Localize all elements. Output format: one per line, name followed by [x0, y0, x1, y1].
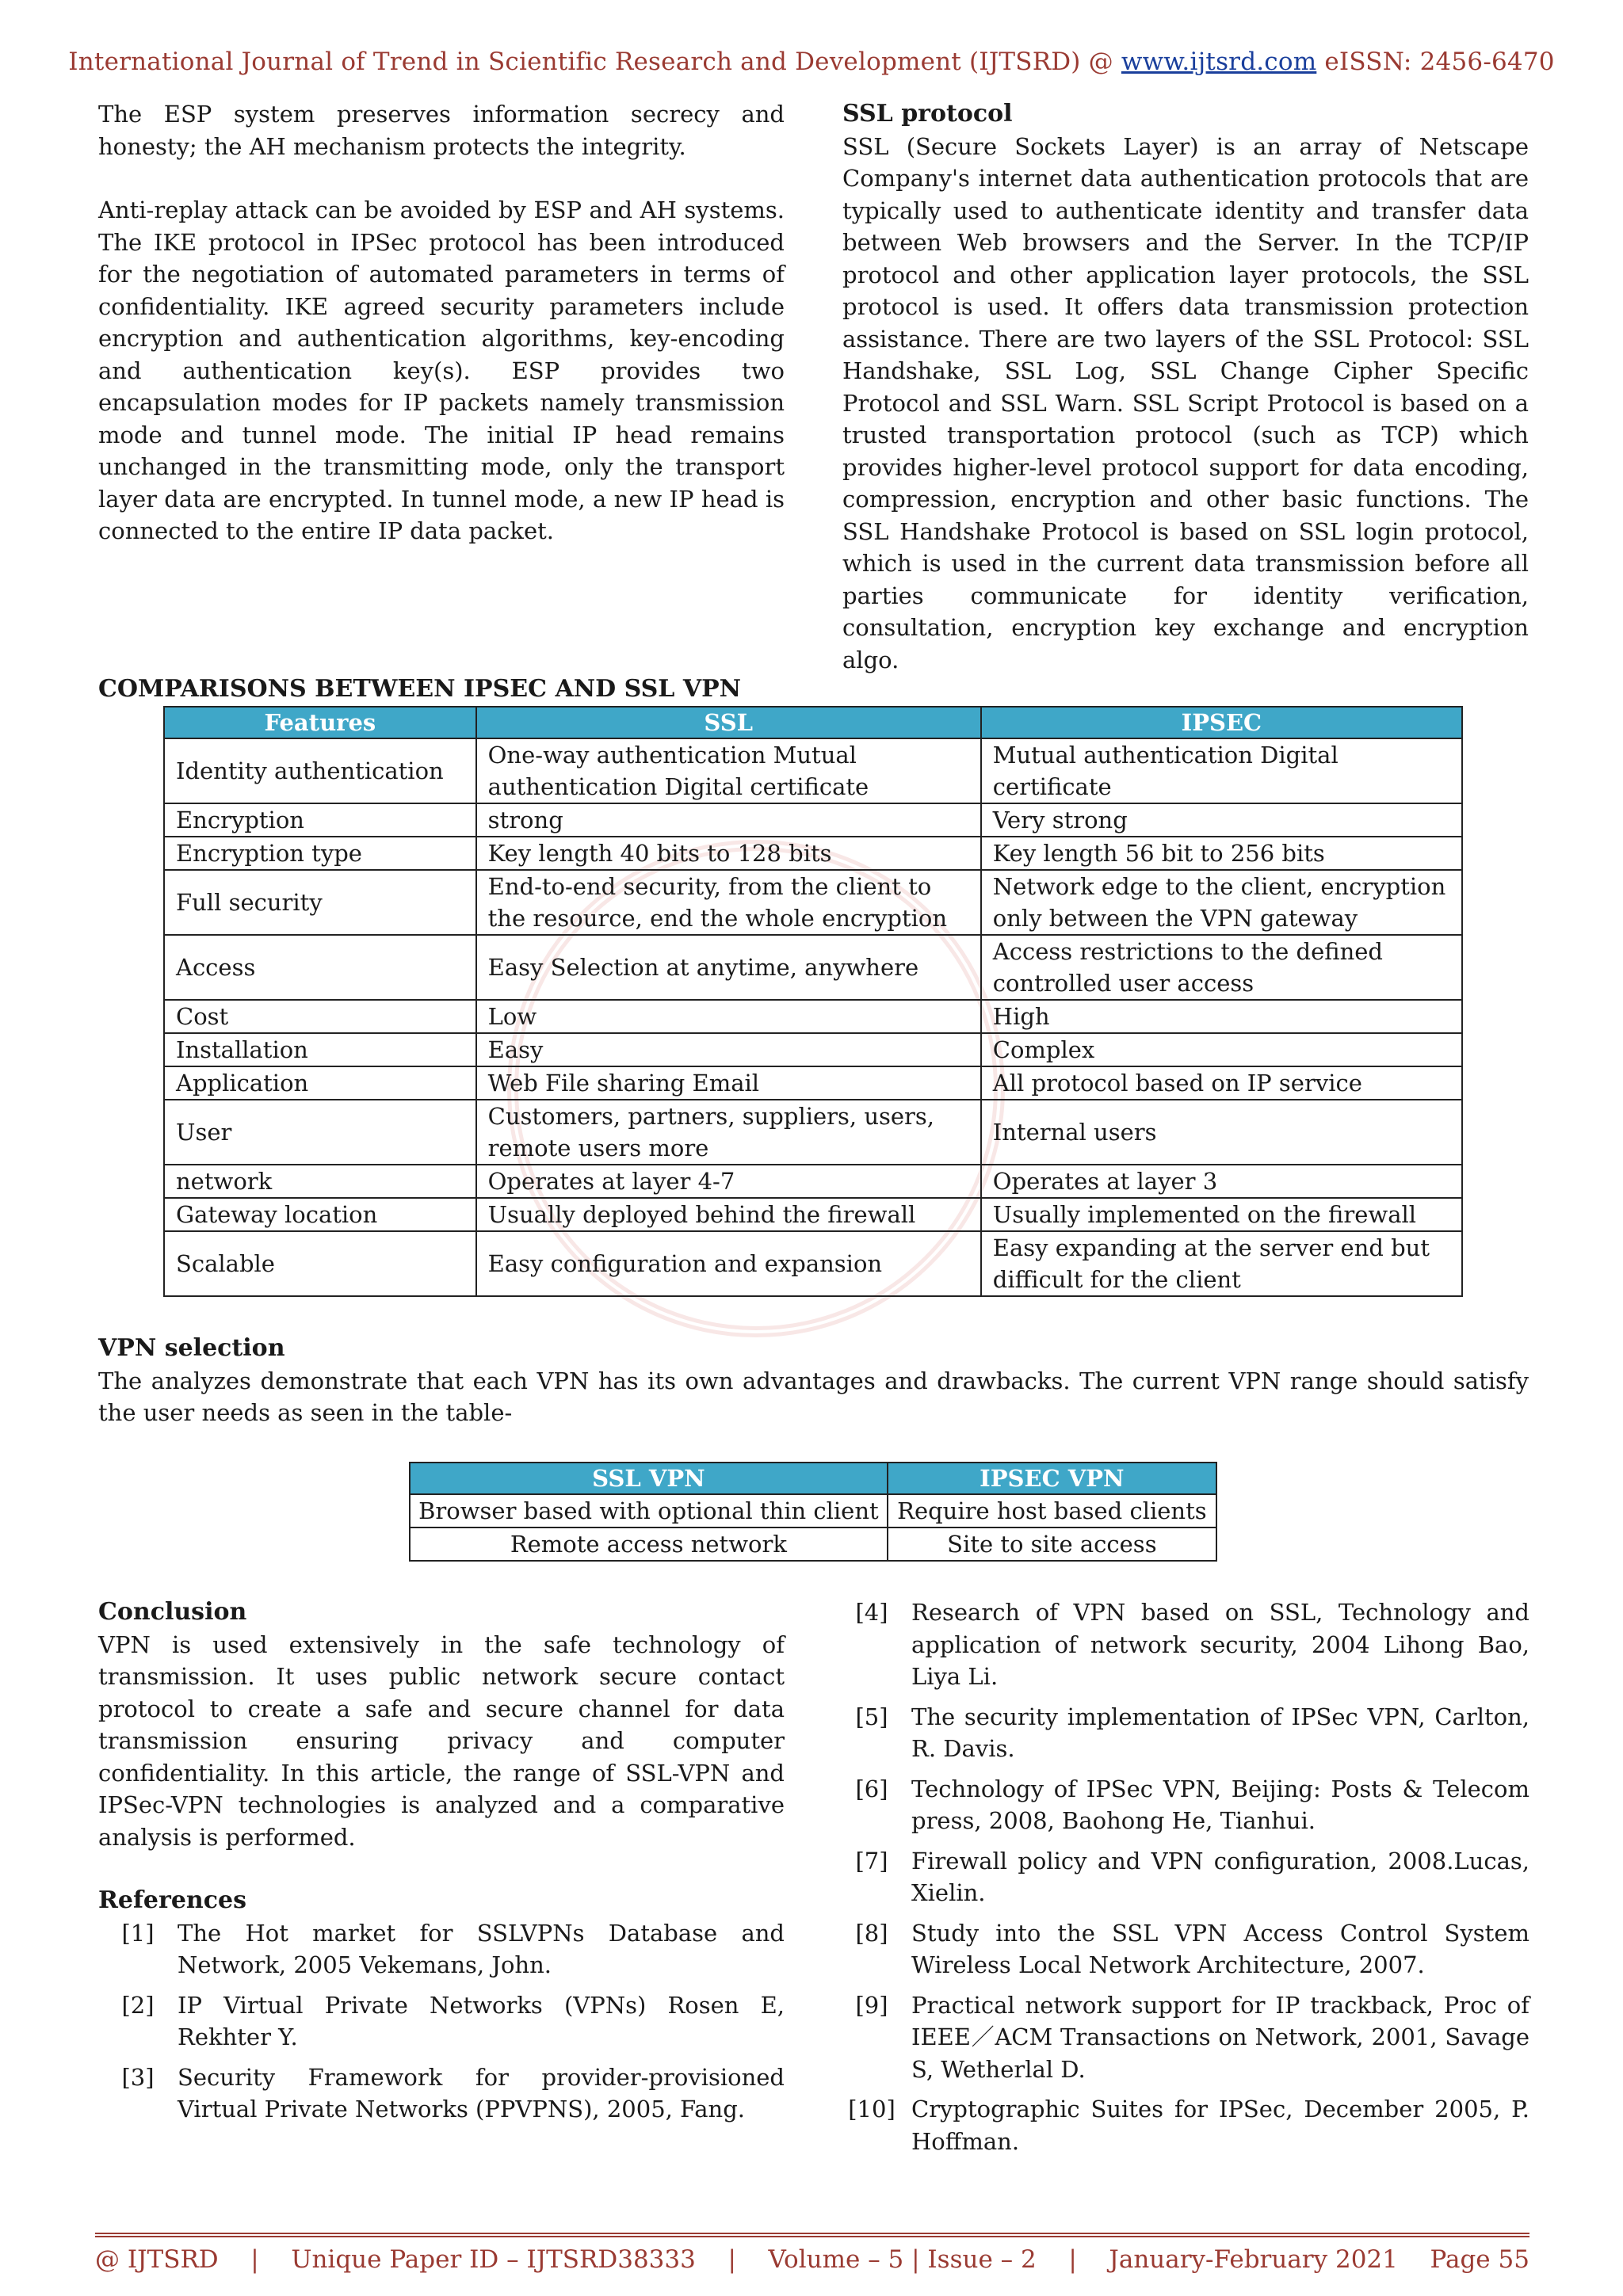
- vpn-selection-heading: VPN selection: [98, 1334, 285, 1362]
- ipsec-cell: All protocol based on IP service: [981, 1066, 1462, 1100]
- reference-number: [2]: [121, 1991, 155, 2019]
- ipsec-cell: Network edge to the client, encryption only between the VPN gateway: [981, 870, 1462, 935]
- ipsec-cell: High: [981, 1000, 1462, 1033]
- conclusion-heading: Conclusion: [98, 1598, 247, 1626]
- footer-date: January-February 2021: [1109, 2245, 1398, 2274]
- vpn-selection-text: The analyzes demonstrate that each VPN has its own advantages and drawbacks. The current VPN range should satisfy the user needs as seen in the table-: [98, 1367, 1529, 1426]
- selection-row: [410, 1494, 1216, 1527]
- feature-cell: Installation: [164, 1033, 476, 1066]
- journal-header: [0, 48, 1623, 76]
- feature-cell: Encryption: [164, 803, 476, 837]
- column-header-ipsec-vpn: IPSEC VPN: [888, 1463, 1216, 1494]
- footer-volume: Volume – 5 | Issue – 2: [768, 2245, 1037, 2274]
- feature-cell: Cost: [164, 1000, 476, 1033]
- ssl-vpn-cell: Browser based with optional thin client: [410, 1494, 888, 1527]
- feature-cell: User: [164, 1100, 476, 1165]
- reference-number: [9]: [855, 1991, 888, 2019]
- reference-item: [832, 2093, 1529, 2157]
- feature-cell: Full security: [164, 870, 476, 935]
- column-header-ipsec: IPSEC: [981, 707, 1462, 738]
- footer-page-number: Page 55: [1430, 2245, 1529, 2274]
- ssl-cell: strong: [476, 803, 981, 837]
- reference-number: [10]: [848, 2096, 896, 2122]
- reference-number: [8]: [855, 1919, 888, 1947]
- reference-number: [3]: [121, 2063, 155, 2091]
- comparison-row: [164, 1000, 1462, 1033]
- reference-text: IP Virtual Private Networks (VPNs) Rosen E, Rekhter Y.: [178, 1991, 785, 2050]
- page-footer: [95, 2233, 1529, 2274]
- comparison-row: [164, 1165, 1462, 1198]
- header-issn: eISSN: 2456-6470: [1316, 48, 1555, 76]
- ssl-cell: One-way authentication Mutual authentication Digital certificate: [476, 738, 981, 803]
- comparison-row: [164, 870, 1462, 935]
- selection-header-row: [410, 1463, 1216, 1494]
- ipsec-cell: Easy expanding at the server end but difficult for the client: [981, 1231, 1462, 1296]
- reference-number: [1]: [121, 1919, 155, 1947]
- ike-paragraph: Anti-replay attack can be avoided by ESP and AH systems. The IKE protocol in IPSec protocol has been introduced for the negotiation of automated parameters in terms of confidentiality. IKE agreed security parameters include encryption and authentication algorithms, key-encoding and authentication key(s). ESP provides two encapsulation modes for IP packets namely transmission mode and tunnel mode. The initial IP head remains unchanged in the transmitting mode, only the transport layer data are encrypted. In tunnel mode, a new IP head is connected to the entire IP data packet.: [98, 196, 785, 544]
- reference-item: [98, 1917, 785, 1981]
- ssl-cell: Easy: [476, 1033, 981, 1066]
- selection-row: [410, 1527, 1216, 1561]
- reference-number: [7]: [855, 1847, 888, 1875]
- reference-item: [832, 1989, 1529, 2086]
- comparison-header-row: [164, 707, 1462, 738]
- reference-item: [832, 1917, 1529, 1981]
- comparison-row: [164, 1100, 1462, 1165]
- footer-paper-id: Unique Paper ID – IJTSRD38333: [291, 2245, 696, 2274]
- ipsec-cell: Mutual authentication Digital certificate: [981, 738, 1462, 803]
- journal-url-link[interactable]: www.ijtsrd.com: [1121, 48, 1317, 76]
- ssl-vpn-cell: Remote access network: [410, 1527, 888, 1561]
- column-header-features: Features: [164, 707, 476, 738]
- reference-text: The security implementation of IPSec VPN, Carlton, R. Davis.: [911, 1703, 1529, 1762]
- header-title: International Journal of Trend in Scientific Research and Development (IJTSRD) @: [68, 48, 1121, 76]
- feature-cell: Access: [164, 935, 476, 1000]
- reference-text: Security Framework for provider-provisioned Virtual Private Networks (PPVPNS), 2005, Fang.: [178, 2063, 785, 2122]
- comparison-row: [164, 1198, 1462, 1231]
- reference-number: [6]: [855, 1775, 888, 1802]
- comparison-heading: COMPARISONS BETWEEN IPSEC AND SSL VPN: [98, 675, 742, 703]
- ssl-cell: End-to-end security, from the client to the resource, end the whole encryption: [476, 870, 981, 935]
- ssl-cell: Easy configuration and expansion: [476, 1231, 981, 1296]
- reference-item: [832, 1596, 1529, 1693]
- feature-cell: Identity authentication: [164, 738, 476, 803]
- comparison-row: [164, 803, 1462, 837]
- conclusion-paragraph: VPN is used extensively in the safe technology of transmission. It uses public network secure contact protocol to create a safe and secure channel for data transmission ensuring privacy and computer confidentiality. In this article, the range of SSL-VPN and IPSec-VPN technologies is analyzed and a comparative analysis is performed.: [98, 1630, 785, 1851]
- reference-number: [5]: [855, 1703, 888, 1730]
- ipsec-cell: Very strong: [981, 803, 1462, 837]
- ssl-protocol-heading: SSL protocol: [842, 100, 1013, 128]
- ssl-cell: Usually deployed behind the firewall: [476, 1198, 981, 1231]
- ssl-cell: Web File sharing Email: [476, 1066, 981, 1100]
- column-header-ssl-vpn: SSL VPN: [410, 1463, 888, 1494]
- ipsec-cell: Key length 56 bit to 256 bits: [981, 837, 1462, 870]
- comparison-row: [164, 1066, 1462, 1100]
- ssl-cell: Customers, partners, suppliers, users, remote users more: [476, 1100, 981, 1165]
- footer-separator: |: [250, 2245, 259, 2274]
- feature-cell: Gateway location: [164, 1198, 476, 1231]
- comparison-row: [164, 1231, 1462, 1296]
- reference-item: [98, 1989, 785, 2054]
- reference-item: [98, 2061, 785, 2126]
- ssl-protocol-paragraph: SSL (Secure Sockets Layer) is an array of Netscape Company's internet data authentication protocols that are typically used to authenticate identity and transfer data between Web browsers and the Server. In the TCP/IP protocol and other application layer protocols, the SSL protocol is used. It offers data transmission protection assistance. There are two layers of the SSL Protocol: SSL Handshake, SSL Log, SSL Change Cipher Specific Protocol and SSL Warn. SSL Script Protocol is based on a trusted transportation protocol (such as TCP) which provides higher-level protocol support for data encoding, compression, encryption and other basic functions. The SSL Handshake Protocol is based on SSL login protocol, which is used in the current data transmission before all parties communicate for identity verification, consultation, encryption key exchange and encryption algo.: [842, 132, 1529, 673]
- ipsec-cell: Operates at layer 3: [981, 1165, 1462, 1198]
- reference-text: Technology of IPSec VPN, Beijing: Posts & Telecom press, 2008, Baohong He, Tianhui.: [911, 1775, 1529, 1834]
- ipsec-cell: Internal users: [981, 1100, 1462, 1165]
- reference-text: Cryptographic Suites for IPSec, December 2005, P. Hoffman.: [911, 2096, 1529, 2155]
- right-column-top: [842, 98, 1529, 676]
- reference-number: [4]: [855, 1599, 888, 1626]
- ssl-cell: Low: [476, 1000, 981, 1033]
- ipsec-vpn-cell: Site to site access: [888, 1527, 1216, 1561]
- left-column-top: [98, 98, 785, 547]
- references-list-left: [98, 1917, 785, 2126]
- comparison-row: [164, 1033, 1462, 1066]
- right-column-bottom: [832, 1596, 1529, 2165]
- ssl-cell: Key length 40 bits to 128 bits: [476, 837, 981, 870]
- comparison-table: [163, 706, 1463, 1297]
- reference-text: Research of VPN based on SSL, Technology and application of network security, 2004 Lihong Bao, Liya Li.: [911, 1599, 1529, 1690]
- reference-item: [832, 1701, 1529, 1765]
- left-column-bottom: [98, 1596, 785, 2134]
- ssl-cell: Easy Selection at anytime, anywhere: [476, 935, 981, 1000]
- comparison-row: [164, 837, 1462, 870]
- esp-paragraph: The ESP system preserves information secrecy and honesty; the AH mechanism protects the integrity.: [98, 101, 785, 160]
- reference-item: [832, 1773, 1529, 1837]
- ssl-cell: Operates at layer 4-7: [476, 1165, 981, 1198]
- column-header-ssl: SSL: [476, 707, 981, 738]
- feature-cell: Encryption type: [164, 837, 476, 870]
- footer-org: @ IJTSRD: [95, 2245, 219, 2274]
- ipsec-cell: Usually implemented on the firewall: [981, 1198, 1462, 1231]
- footer-separator: |: [727, 2245, 736, 2274]
- ipsec-cell: Complex: [981, 1033, 1462, 1066]
- reference-text: Practical network support for IP trackback, Proc of IEEE／ACM Transactions on Network, 2001, Savage S, Wetherlal D.: [911, 1991, 1529, 2083]
- feature-cell: Scalable: [164, 1231, 476, 1296]
- footer-separator: |: [1068, 2245, 1077, 2274]
- ipsec-vpn-cell: Require host based clients: [888, 1494, 1216, 1527]
- feature-cell: Application: [164, 1066, 476, 1100]
- reference-text: Firewall policy and VPN configuration, 2008.Lucas, Xielin.: [911, 1847, 1529, 1906]
- comparison-heading-block: [98, 673, 1529, 706]
- reference-text: Study into the SSL VPN Access Control System Wireless Local Network Architecture, 2007.: [911, 1919, 1529, 1978]
- feature-cell: network: [164, 1165, 476, 1198]
- comparison-row: [164, 738, 1462, 803]
- vpn-selection-table: [409, 1462, 1217, 1562]
- reference-item: [832, 1845, 1529, 1909]
- references-heading: References: [98, 1886, 246, 1914]
- vpn-selection-block: [98, 1333, 1529, 1429]
- reference-text: The Hot market for SSLVPNs Database and Network, 2005 Vekemans, John.: [178, 1919, 785, 1978]
- ipsec-cell: Access restrictions to the defined controlled user access: [981, 935, 1462, 1000]
- comparison-row: [164, 935, 1462, 1000]
- references-list-right: [832, 1596, 1529, 2157]
